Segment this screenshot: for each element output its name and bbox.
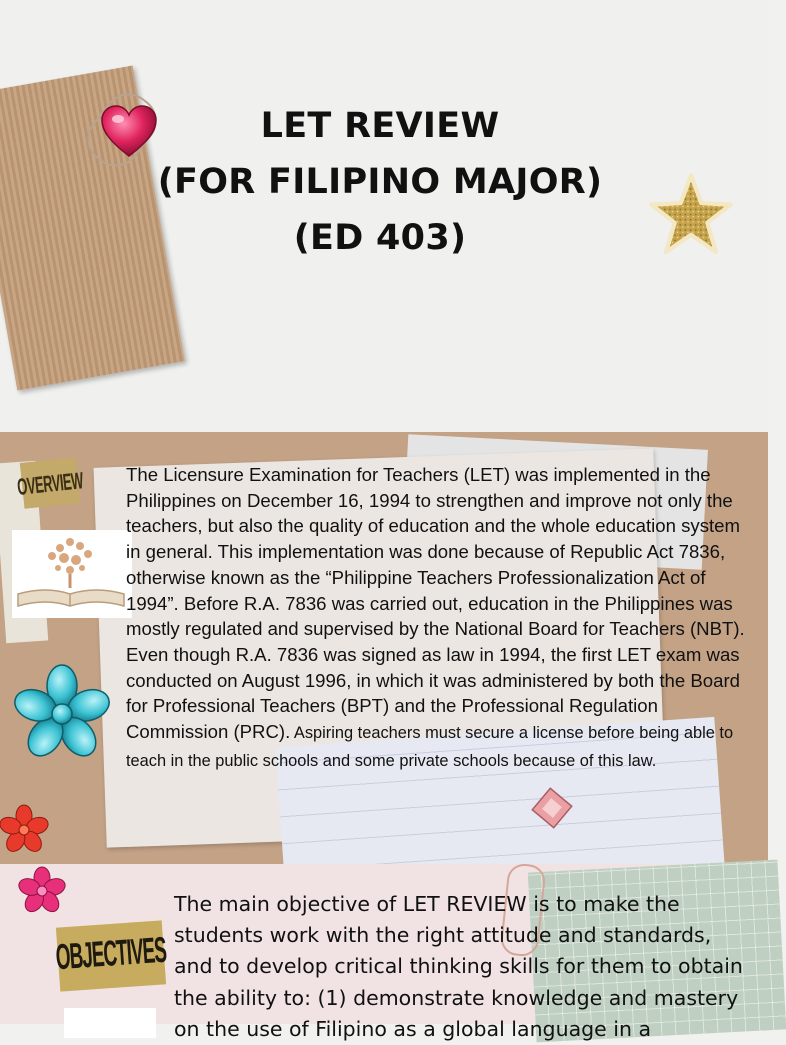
objectives-paragraph: The main objective of LET REVIEW is to make the students work with the right attitude and standards, and to develop critical thinking skills for them to obtain the ability to: (1) demonstrate knowledge and mastery on the use of Filipino as a global language in a [174,892,743,1041]
overview-slide [0,432,768,864]
overview-main-text: The Licensure Examination for Teachers (LET) was implemented in the Philippines on December 16, 1994 to strengthen and improve not only the teachers, but also the quality of education and the whole education system in general. This implementation was done because of Republic Act 7836, otherwise known as the “Philippine Teachers Professionalization Act of 1994”. Before R.A. 7836 was carried out, education in the Philippines was mostly regulated and supervised by the National Board for Teachers (NBT). Even though R.A. 7836 was signed as law in 1994, the first LET exam was conducted on August 1996, in which it was administered by both the Board for Professional Teachers (BPT) and the Professional Regulation Commission (PRC). [126,464,745,743]
book-tree-icon [12,530,132,618]
pink-gem-icon [528,784,576,832]
objectives-label: OBJECTIVES [54,931,168,979]
blue-flower-gem-icon [12,664,112,764]
book-tree-icon [64,1008,156,1038]
overview-label: OVERVIEW [15,466,85,500]
overview-tail-text: Aspiring teachers must secure a license before being able to teach in the public schools and some private schools because of this law. [126,724,734,770]
slide-title: LET REVIEW (FOR FILIPINO MAJOR) (ED 403) [157,106,603,258]
objectives-slide [0,864,768,1041]
overview-sticker [15,457,85,509]
pink-flower-gem-icon [14,866,70,916]
title-slide [0,0,768,432]
red-flower-gem-icon [0,804,50,856]
overview-paragraph [126,462,756,774]
objectives-sticker [56,920,166,991]
